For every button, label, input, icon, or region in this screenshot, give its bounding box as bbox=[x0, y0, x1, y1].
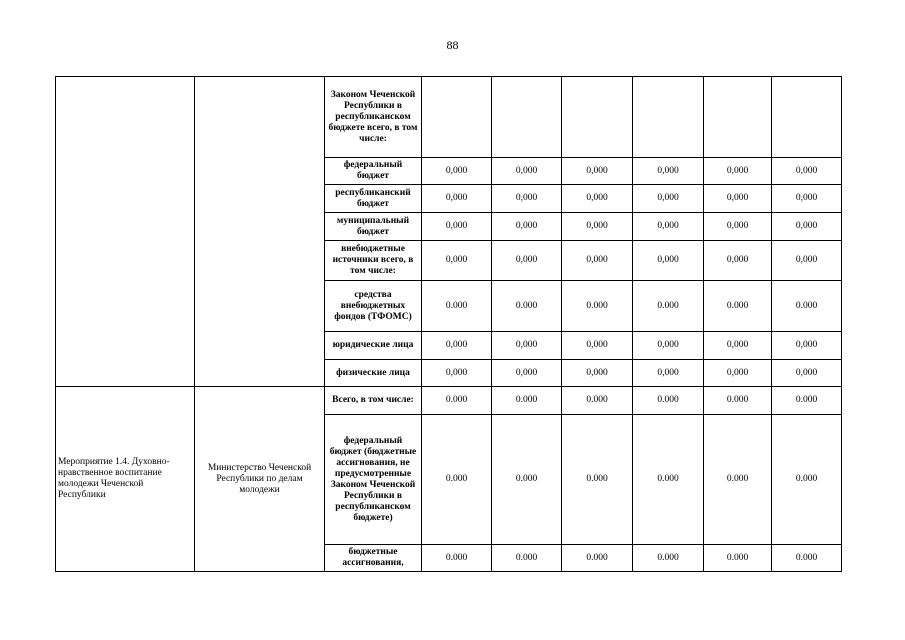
value-cell: 0,000 bbox=[422, 241, 492, 281]
value-cell: 0.000 bbox=[772, 545, 842, 572]
value-cell: 0.000 bbox=[492, 281, 562, 332]
funding-source-cell: средства внебюджетных фондов (ТФОМС) bbox=[325, 281, 422, 332]
value-cell: 0.000 bbox=[633, 387, 704, 415]
value-cell: 0.000 bbox=[704, 545, 772, 572]
value-cell: 0,000 bbox=[633, 185, 704, 213]
value-cell: 0.000 bbox=[772, 281, 842, 332]
value-cell: 0.000 bbox=[704, 281, 772, 332]
value-cell: 0.000 bbox=[562, 415, 633, 545]
funding-source-cell: юридические лица bbox=[325, 332, 422, 360]
funding-table bbox=[55, 76, 842, 572]
value-cell: 0,000 bbox=[562, 185, 633, 213]
value-cell: 0,000 bbox=[633, 332, 704, 360]
value-cell: 0,000 bbox=[562, 213, 633, 241]
value-cell bbox=[562, 77, 633, 158]
value-cell: 0,000 bbox=[704, 213, 772, 241]
value-cell: 0,000 bbox=[492, 158, 562, 185]
value-cell: 0,000 bbox=[772, 241, 842, 281]
value-cell: 0.000 bbox=[772, 415, 842, 545]
funding-source-cell: республиканский бюджет bbox=[325, 185, 422, 213]
value-cell: 0,000 bbox=[422, 185, 492, 213]
funding-source-cell: внебюджетные источники всего, в том числе: bbox=[325, 241, 422, 281]
value-cell: 0.000 bbox=[633, 281, 704, 332]
value-cell: 0,000 bbox=[492, 360, 562, 387]
value-cell: 0,000 bbox=[422, 158, 492, 185]
value-cell: 0,000 bbox=[562, 332, 633, 360]
value-cell bbox=[492, 77, 562, 158]
funding-source-cell: федеральный бюджет bbox=[325, 158, 422, 185]
value-cell: 0,000 bbox=[704, 332, 772, 360]
value-cell: 0,000 bbox=[633, 241, 704, 281]
table-row bbox=[56, 387, 842, 415]
funding-source-cell: физические лица bbox=[325, 360, 422, 387]
prev-executor-cell bbox=[195, 77, 325, 387]
value-cell: 0.000 bbox=[492, 545, 562, 572]
value-cell: 0,000 bbox=[422, 360, 492, 387]
value-cell: 0.000 bbox=[704, 387, 772, 415]
value-cell bbox=[633, 77, 704, 158]
value-cell: 0,000 bbox=[772, 332, 842, 360]
funding-source-cell: Законом Чеченской Республики в республиканском бюджете всего, в том числе: bbox=[325, 77, 422, 158]
value-cell: 0,000 bbox=[492, 241, 562, 281]
funding-source-cell: бюджетные ассигнования, bbox=[325, 545, 422, 572]
value-cell: 0,000 bbox=[704, 158, 772, 185]
funding-source-cell: муниципальный бюджет bbox=[325, 213, 422, 241]
value-cell: 0.000 bbox=[422, 281, 492, 332]
value-cell bbox=[704, 77, 772, 158]
value-cell: 0,000 bbox=[772, 185, 842, 213]
value-cell: 0.000 bbox=[422, 545, 492, 572]
value-cell: 0.000 bbox=[422, 387, 492, 415]
prev-event-cell bbox=[56, 77, 195, 387]
value-cell: 0.000 bbox=[562, 545, 633, 572]
value-cell: 0,000 bbox=[562, 241, 633, 281]
funding-source-cell: Всего, в том числе: bbox=[325, 387, 422, 415]
executor-cell: Министерство Чеченской Республики по делам молодежи bbox=[195, 387, 325, 572]
value-cell: 0,000 bbox=[704, 241, 772, 281]
value-cell: 0,000 bbox=[492, 332, 562, 360]
value-cell: 0.000 bbox=[492, 415, 562, 545]
table-row bbox=[56, 77, 842, 158]
value-cell: 0.000 bbox=[633, 415, 704, 545]
value-cell: 0.000 bbox=[422, 415, 492, 545]
value-cell: 0,000 bbox=[633, 360, 704, 387]
value-cell: 0,000 bbox=[704, 360, 772, 387]
value-cell: 0,000 bbox=[562, 360, 633, 387]
value-cell: 0.000 bbox=[704, 415, 772, 545]
page-number: 88 bbox=[446, 38, 459, 52]
value-cell: 0.000 bbox=[562, 281, 633, 332]
value-cell: 0,000 bbox=[772, 360, 842, 387]
value-cell: 0.000 bbox=[562, 387, 633, 415]
value-cell: 0,000 bbox=[422, 332, 492, 360]
value-cell: 0.000 bbox=[633, 545, 704, 572]
value-cell: 0,000 bbox=[422, 213, 492, 241]
value-cell: 0,000 bbox=[633, 213, 704, 241]
value-cell: 0,000 bbox=[562, 158, 633, 185]
value-cell: 0,000 bbox=[772, 213, 842, 241]
value-cell: 0,000 bbox=[492, 185, 562, 213]
value-cell: 0,000 bbox=[704, 185, 772, 213]
event-name-cell: Мероприятие 1.4. Духовно-нравственное воспитание молодежи Чеченской Республики bbox=[56, 387, 195, 572]
value-cell: 0,000 bbox=[633, 158, 704, 185]
value-cell bbox=[772, 77, 842, 158]
funding-source-cell: федеральный бюджет (бюджетные ассигнования, не предусмотренные Законом Чеченской Республики в республиканском бюджете) bbox=[325, 415, 422, 545]
value-cell bbox=[422, 77, 492, 158]
value-cell: 0,000 bbox=[772, 158, 842, 185]
value-cell: 0,000 bbox=[492, 213, 562, 241]
value-cell: 0.000 bbox=[492, 387, 562, 415]
value-cell: 0.000 bbox=[772, 387, 842, 415]
